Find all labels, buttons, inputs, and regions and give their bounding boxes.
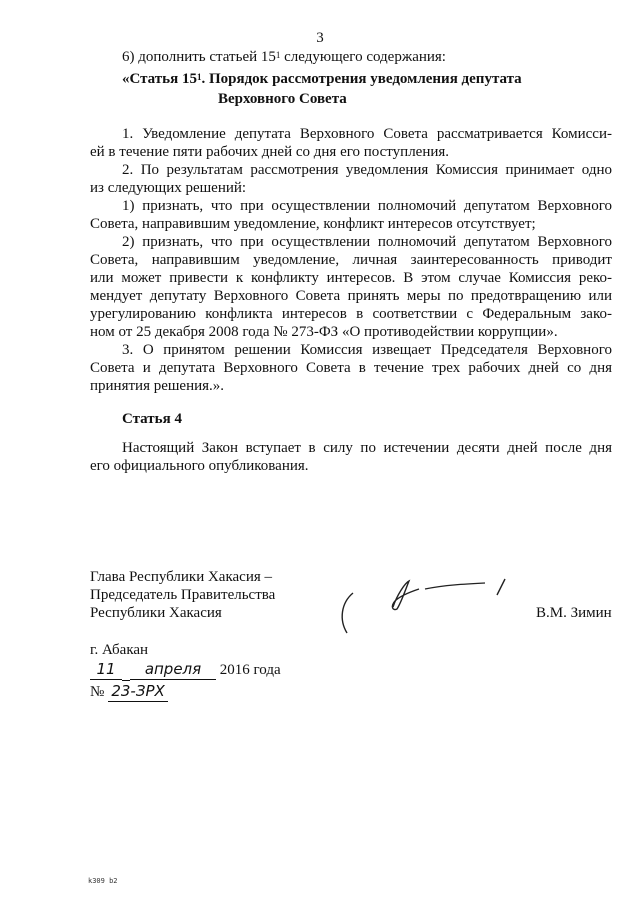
article15-title-start: «Статья 15	[122, 71, 197, 87]
article4-title: Статья 4	[122, 411, 182, 427]
body-line: урегулированию конфликта интересов в соответствии с Федеральным зако-	[90, 306, 612, 322]
body-line: Совета, направившим уведомление, личная заинтересованность приводит	[90, 252, 612, 268]
law-number	[90, 682, 168, 702]
body-line: 1. Уведомление депутата Верховного Совета рассматривается Комисси-	[122, 126, 612, 142]
body-line: принятия решения.».	[90, 378, 225, 394]
article15-title-line2: Верховного Совета	[218, 91, 347, 107]
article4-line: Настоящий Закон вступает в силу по истечении десяти дней после дня	[122, 440, 612, 456]
body-line: 1) признать, что при осуществлении полномочий депутатом Верховного	[122, 198, 612, 214]
article15-title-sup: 1	[196, 72, 202, 82]
body-line: мендует депутату Верховного Совета принять меры по предотвращению или	[90, 288, 612, 304]
number-prefix: №	[90, 684, 105, 700]
article4-line: его официального опубликования.	[90, 458, 309, 474]
page-number: 3	[316, 30, 324, 46]
handwritten-law-number: 23-ЗРХ	[108, 682, 168, 702]
signatory-name: В.М. Зимин	[536, 605, 612, 621]
article15-title-line1	[122, 70, 522, 89]
body-line: Совета и депутата Верховного Совета в течение трех рабочих дней со дня	[90, 360, 612, 376]
body-line: Совета, направившим уведомление, конфликт интересов отсутствует;	[90, 216, 536, 232]
amendment-intro-text: 6) дополнить статьей 15	[122, 49, 276, 65]
signatory-position: Республики Хакасия	[90, 605, 222, 621]
body-line: 2. По результатам рассмотрения уведомления Комиссия принимает одно	[122, 162, 612, 178]
footer-code: k309 b2	[88, 877, 118, 885]
date-gap	[122, 661, 130, 681]
handwritten-day: 11	[90, 660, 122, 680]
place-city: г. Абакан	[90, 642, 149, 658]
amendment-intro-text-end: следующего содержания:	[280, 49, 446, 65]
body-line: ей в течение пяти рабочих дней со дня его поступления.	[90, 144, 450, 160]
body-line: 2) признать, что при осуществлении полномочий депутатом Верховного	[122, 234, 612, 250]
date-year: 2016 года	[219, 662, 281, 678]
body-line: 3. О принятом решении Комиссия извещает Председателя Верховного	[122, 342, 612, 358]
body-line: или может привести к конфликту интересов. В этом случае Комиссия реко-	[90, 270, 612, 286]
signatory-position: Глава Республики Хакасия –	[90, 569, 273, 585]
handwritten-month: апреля	[130, 660, 216, 680]
signatory-position: Председатель Правительства	[90, 587, 276, 603]
amendment-intro	[122, 48, 446, 67]
body-line: ном от 25 декабря 2008 года № 273-ФЗ «О противодействии коррупции».	[90, 324, 558, 340]
body-line: из следующих решений:	[90, 180, 247, 196]
article15-title-end: . Порядок рассмотрения уведомления депутата	[201, 71, 522, 87]
handwritten-signature	[335, 575, 525, 645]
signing-date	[90, 660, 281, 681]
amendment-intro-sup: 1	[275, 50, 281, 60]
